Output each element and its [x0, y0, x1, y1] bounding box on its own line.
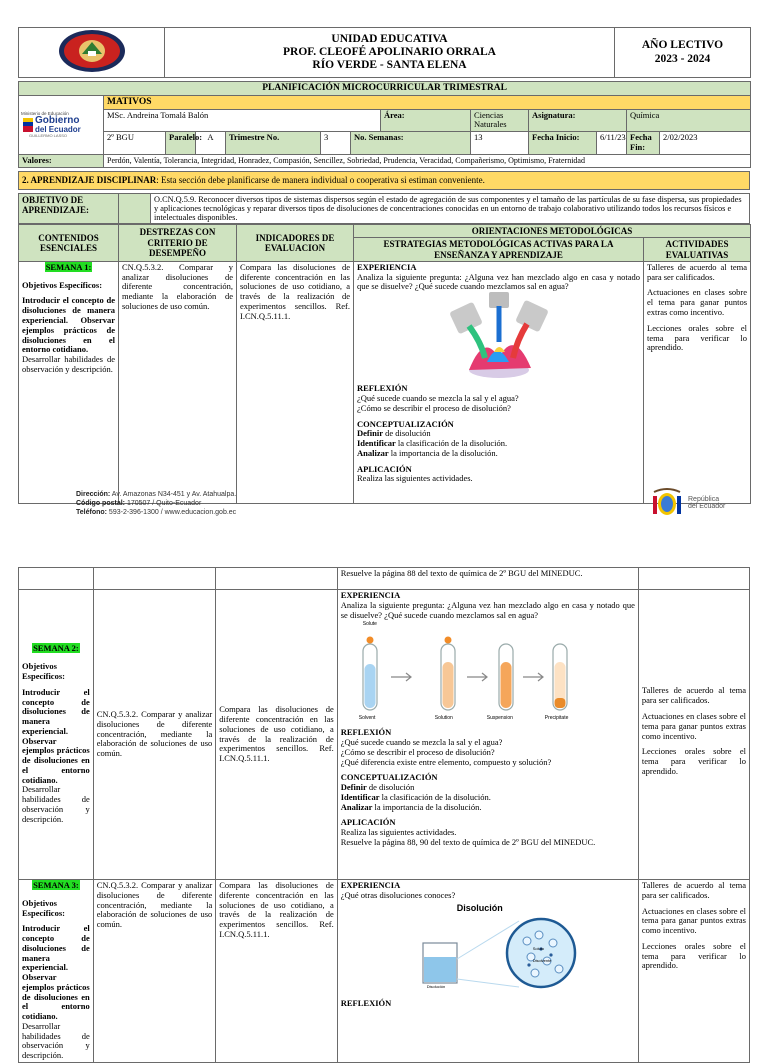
tube-label-suspension: Suspension: [486, 715, 513, 722]
header-table: [18, 27, 751, 78]
footer-cp-label: Código postal:: [76, 499, 125, 507]
week-3-destreza: CN.Q.5.3.2. Comparar y analizar disoluciones de diferente concentración, mediante la elaboración de soluciones de uso común.: [93, 880, 216, 1063]
plan-table-2: [18, 567, 750, 1063]
activity-2: Actuaciones en clases sobre el tema para ganar puntos extras como incentivo.: [641, 905, 746, 936]
col-header-destrezas: DESTREZAS CON CRITERIO DE DESEMPEÑO: [119, 224, 237, 261]
paint-mix-image: [357, 292, 640, 384]
cont-c3: [216, 568, 337, 590]
col-header-actividades: ACTIVIDADES EVALUATIVAS: [644, 238, 751, 262]
week-3-contents: [19, 880, 94, 1063]
exp-heading: EXPERIENCIA: [340, 590, 401, 600]
week-1-label: SEMANA 1:: [45, 261, 92, 272]
plan-table-1: [18, 224, 751, 504]
activity-1: Talleres de acuerdo al tema para ser calificados.: [641, 685, 746, 706]
values-label: Valores:: [19, 154, 104, 167]
test-tubes-image: [341, 620, 635, 728]
gob-name-1: Gobierno: [35, 115, 80, 127]
week-2-strategy: [337, 590, 638, 880]
ref-question-1: ¿Qué sucede cuando se mezcla la sal y el agua?: [340, 737, 503, 748]
page-1: [18, 27, 750, 504]
col-header-orientaciones: ORIENTACIONES METODOLÓGICAS: [354, 224, 751, 237]
week-3-indicador: Compara las disoluciones de diferente concentración en las soluciones de uso cotidiano, a través de la realización de experimentos sencillos. Ref. I.CN.Q.5.11.1.: [216, 880, 337, 1063]
tube-label-solute: Solute: [362, 621, 377, 628]
cont-strategy: Resuelve la página 88 del texto de química de 2º BGU del MINEDUC.: [337, 568, 638, 590]
ref-heading: REFLEXIÓN: [357, 383, 408, 394]
republic-text-1: República: [688, 496, 720, 503]
area-value: Ciencias Naturales: [471, 109, 529, 132]
activity-3: Lecciones orales sobre el tema para verificar lo aprendido.: [641, 940, 746, 971]
objective-label: OBJETIVO DE APRENDIZAJE:: [19, 193, 119, 223]
gob-flag-icon: [21, 116, 35, 134]
year-value: 2023 - 2024: [654, 53, 711, 66]
col-header-estrategias: ESTRATEGIAS METODOLÓGICAS ACTIVAS PARA LA ENSEÑANZA Y APRENDIZAJE: [354, 238, 644, 262]
school-name: [165, 28, 615, 78]
school-year: [615, 28, 751, 78]
activity-1: Talleres de acuerdo al tema para ser calificados.: [641, 880, 746, 900]
trimester-label: Trimestre No.: [226, 132, 321, 155]
label-soluto: Soluto: [532, 945, 545, 951]
week-1-row: [19, 261, 751, 503]
con-3: la importancia de la disolución.: [388, 447, 498, 458]
test-tubes-icon: [355, 622, 605, 728]
header-line-3: RÍO VERDE - SANTA ELENA: [312, 58, 467, 71]
objectives-normal: Desarrollar habilidades de observación y descripción.: [22, 354, 115, 374]
objectives-label: Objetivos Específicos:: [22, 661, 65, 682]
week-1-destreza: CN.Q.5.3.2. Comparar y analizar disoluciones de diferente concentración, mediante la elaboración de soluciones de uso común.: [119, 261, 237, 503]
objectives-normal: Desarrollar habilidades de observación y descripción.: [22, 784, 90, 824]
activity-1: Talleres de acuerdo al tema para ser calificados.: [647, 261, 748, 282]
school-logo: [19, 28, 165, 78]
parallel-label: Paralelo:: [166, 132, 196, 155]
con-3-bold: Analizar: [357, 447, 389, 458]
teacher-name: MSc. Andreina Tomalá Balón: [104, 109, 381, 132]
exp-text: Analiza la siguiente pregunta: ¿Alguna vez han mezclado algo en casa y notado que se disuelve? ¿Qué sucede cuando mezclamos sal en agua?: [340, 599, 635, 620]
parallel-value: A: [196, 132, 226, 155]
school-seal-icon: [57, 28, 127, 74]
week-2-destreza: CN.Q.5.3.2. Comparar y analizar disoluciones de diferente concentración, mediante la elaboración de soluciones de uso común.: [93, 590, 216, 880]
beaker-magnify-icon: [411, 913, 611, 993]
gob-sub: GUILLERMO LASSO: [29, 133, 68, 138]
area-label: Área:: [381, 109, 471, 132]
con-2-bold: Identificar: [340, 791, 380, 802]
con-heading: CONCEPTUALIZACIÓN: [340, 772, 438, 783]
con-1-bold: Definir: [340, 782, 367, 793]
weeks-value: 13: [471, 132, 529, 155]
plan-title: PLANIFICACIÓN MICROCURRICULAR TRIMESTRAL: [19, 81, 751, 95]
week-1-activities: [644, 261, 751, 503]
activity-2: Actuaciones en clases sobre el tema para ganar puntos extras como incentivo.: [641, 710, 746, 741]
dissolution-image: [341, 901, 635, 993]
ref-question-2: ¿Cómo se describir el proceso de disolución?: [340, 746, 495, 757]
con-3: la importancia de la disolución.: [372, 801, 482, 812]
gob-logo: [19, 95, 104, 154]
week-3-activities: [638, 880, 749, 1063]
cont-c5: [638, 568, 749, 590]
grade: 2º BGU: [104, 132, 166, 155]
footer-cp: 170507 / Quito-Ecuador: [125, 499, 202, 507]
activity-3: Lecciones orales sobre el tema para verificar lo aprendido.: [647, 322, 748, 353]
week-2-contents: [19, 590, 94, 880]
objectives-label: Objetivos Específicos:: [22, 897, 65, 918]
week-1-indicador: Compara las disoluciones de diferente concentración en las soluciones de uso cotidiano, a través de la realización de experimentos sencillos. Ref. I.CN.Q.5.11.1.: [237, 261, 354, 503]
con-heading: CONCEPTUALIZACIÓN: [357, 418, 454, 429]
apl-heading: APLICACIÓN: [340, 817, 396, 828]
section-2-title: 2. APRENDIZAJE DISCIPLINAR: [22, 174, 157, 185]
label-disolvente: Disolvente: [532, 957, 552, 963]
objective-spacer: [119, 193, 151, 223]
objectives-bold: Introducir el concepto de disoluciones de manera experiencial. Observar ejemplos prácticos de disoluciones en el entorno cotidiano.: [22, 295, 115, 355]
col-header-contenidos: CONTENIDOS ESENCIALES: [19, 224, 119, 261]
con-3-bold: Analizar: [340, 801, 373, 812]
objective-text: O.CN.Q.5.9. Reconocer diversos tipos de sistemas dispersos según el estado de agregación de sus componentes y el tamaño de las partículas de su fase dispersa, sus propiedades y aplicaciones tecnológicas y reparar diversos tipos de disoluciones de concentraciones conocidas en un entorno de trabajo colaborativo utilizando todos los recursos físicos e intelectuales disponibles.: [151, 193, 750, 223]
week-2-indicador: Compara las disoluciones de diferente concentración en las soluciones de uso cotidiano, a través de la realización de experimentos sencillos. Ref. I.CN.Q.5.11.1.: [216, 590, 337, 880]
con-2: la clasificación de la disolución.: [379, 791, 491, 802]
week-3-label: SEMANA 3:: [33, 880, 79, 890]
footer-tel-label: Teléfono:: [76, 508, 107, 516]
week-1-contents: [19, 261, 119, 503]
apl-heading: APLICACIÓN: [357, 463, 412, 474]
footer-dir-label: Dirección:: [76, 491, 111, 498]
footer-dir: Av. Amazonas N34-451 y Av. Atahualpa.: [110, 491, 237, 498]
objectives-normal: Desarrollar habilidades de observación y descripción.: [22, 1020, 90, 1061]
info-table: [18, 81, 751, 168]
republic-text-2: del Ecuador: [688, 503, 726, 510]
activity-2: Actuaciones en clases sobre el tema para ganar puntos extras como incentivo.: [647, 287, 748, 317]
continuation-row: [19, 568, 750, 590]
con-2: la clasificación de la disolución.: [395, 438, 508, 449]
paint-buckets-icon: [439, 292, 559, 382]
activity-3: Lecciones orales sobre el tema para verificar lo aprendido.: [641, 746, 746, 776]
con-2-bold: Identificar: [357, 438, 396, 449]
apl-pages: Resuelve la página 88, 90 del texto de química de 2º BGU del MINEDUC.: [340, 836, 596, 847]
page-2: [18, 567, 750, 1063]
end-label: Fecha Fin:: [627, 132, 660, 155]
week-1-strategy: [354, 261, 644, 503]
col-header-indicadores: INDICADORES DE EVALUACION: [237, 224, 354, 261]
header-line-2: PROF. CLEOFÉ APOLINARIO ORRALA: [283, 45, 496, 58]
ecuador-coat-of-arms-icon: [650, 486, 684, 520]
ref-question-1: ¿Qué sucede cuando se mezcla la sal y el agua?: [357, 392, 519, 403]
start-value: 6/11/23: [597, 132, 627, 155]
dissolution-title: Disolución: [456, 902, 503, 913]
objective-table: [18, 193, 750, 224]
republic-logo: [650, 486, 725, 520]
header-line-1: UNIDAD EDUCATIVA: [331, 32, 448, 45]
trimester-value: 3: [321, 132, 351, 155]
con-1: de disolución: [366, 782, 415, 793]
page-footer: [76, 491, 236, 517]
values-list: Perdón, Valentía, Tolerancia, Integridad, Honradez, Compasión, Sencillez, Sobriedad, Prudencia, Veracidad, Compañerismo, Optimismo, Fraternidad: [104, 154, 751, 167]
start-label: Fecha Inicio:: [529, 132, 597, 155]
week-2-activities: [638, 590, 749, 880]
ref-question-2: ¿Cómo se describir el proceso de disolución?: [357, 402, 511, 413]
con-1-bold: Definir: [357, 428, 383, 439]
section-2-table: [18, 171, 750, 190]
cont-c2: [93, 568, 216, 590]
ref-heading: REFLEXIÓN: [340, 727, 392, 738]
ref-question-3: ¿Qué diferencia existe entre elemento, compuesto y solución?: [340, 756, 552, 767]
apl-text: Realiza las siguientes actividades.: [340, 827, 457, 838]
exp-heading: EXPERIENCIA: [340, 880, 401, 890]
subject-value: Química: [627, 109, 751, 132]
apl-text: Realiza las siguientes actividades.: [357, 473, 473, 484]
exp-text: Analiza la siguiente pregunta: ¿Alguna vez han mezclado algo en casa y notado que se disuelve? ¿Qué sucede cuando mezclamos sal en agua?: [357, 271, 640, 292]
tube-label-solution: Solution: [434, 715, 453, 722]
week-3-row: [19, 880, 750, 1063]
subject-label: Asignatura:: [529, 109, 627, 132]
label-disolucion: Disolución: [426, 983, 446, 989]
w3-question: ¿Qué otras disoluciones conoces?: [340, 889, 456, 900]
objectives-bold: Introducir el concepto de disoluciones de manera experiencial. Observar ejemplos prácticos de disoluciones en el entorno cotidiano.: [22, 686, 90, 785]
year-label: AÑO LECTIVO: [641, 39, 724, 51]
week-3-strategy: [337, 880, 638, 1063]
ref-heading: REFLEXIÓN: [340, 997, 392, 1008]
section-1-title: MATIVOS: [104, 95, 751, 109]
week-2-label: SEMANA 2:: [33, 643, 79, 654]
con-1: de disolución: [382, 428, 431, 439]
cont-c1: [19, 568, 94, 590]
section-2-text: : Esta sección debe planificarse de manera individual o cooperativa si estiman conveniente.: [156, 174, 485, 185]
tube-label-solvent: Solvent: [358, 715, 376, 722]
section-2-bar: [19, 171, 750, 189]
objectives-label: Objetivos Específicos:: [22, 279, 103, 290]
week-2-row: [19, 590, 750, 880]
gob-ministry-text: Ministerio de Educación: [21, 110, 69, 116]
weeks-label: No. Semanas:: [351, 132, 471, 155]
exp-heading: EXPERIENCIA: [357, 261, 417, 272]
tube-label-precipitate: Precipitate: [544, 715, 569, 722]
objectives-bold: Introducir el concepto de disoluciones de manera experiencial. Observar ejemplos prácticos de disoluciones en el entorno cotidiano.: [22, 923, 90, 1022]
footer-tel: 593-2-396-1300 / www.educacion.gob.ec: [106, 508, 237, 516]
gob-name-2: del Ecuador: [35, 124, 81, 134]
end-value: 2/02/2023: [660, 132, 751, 155]
